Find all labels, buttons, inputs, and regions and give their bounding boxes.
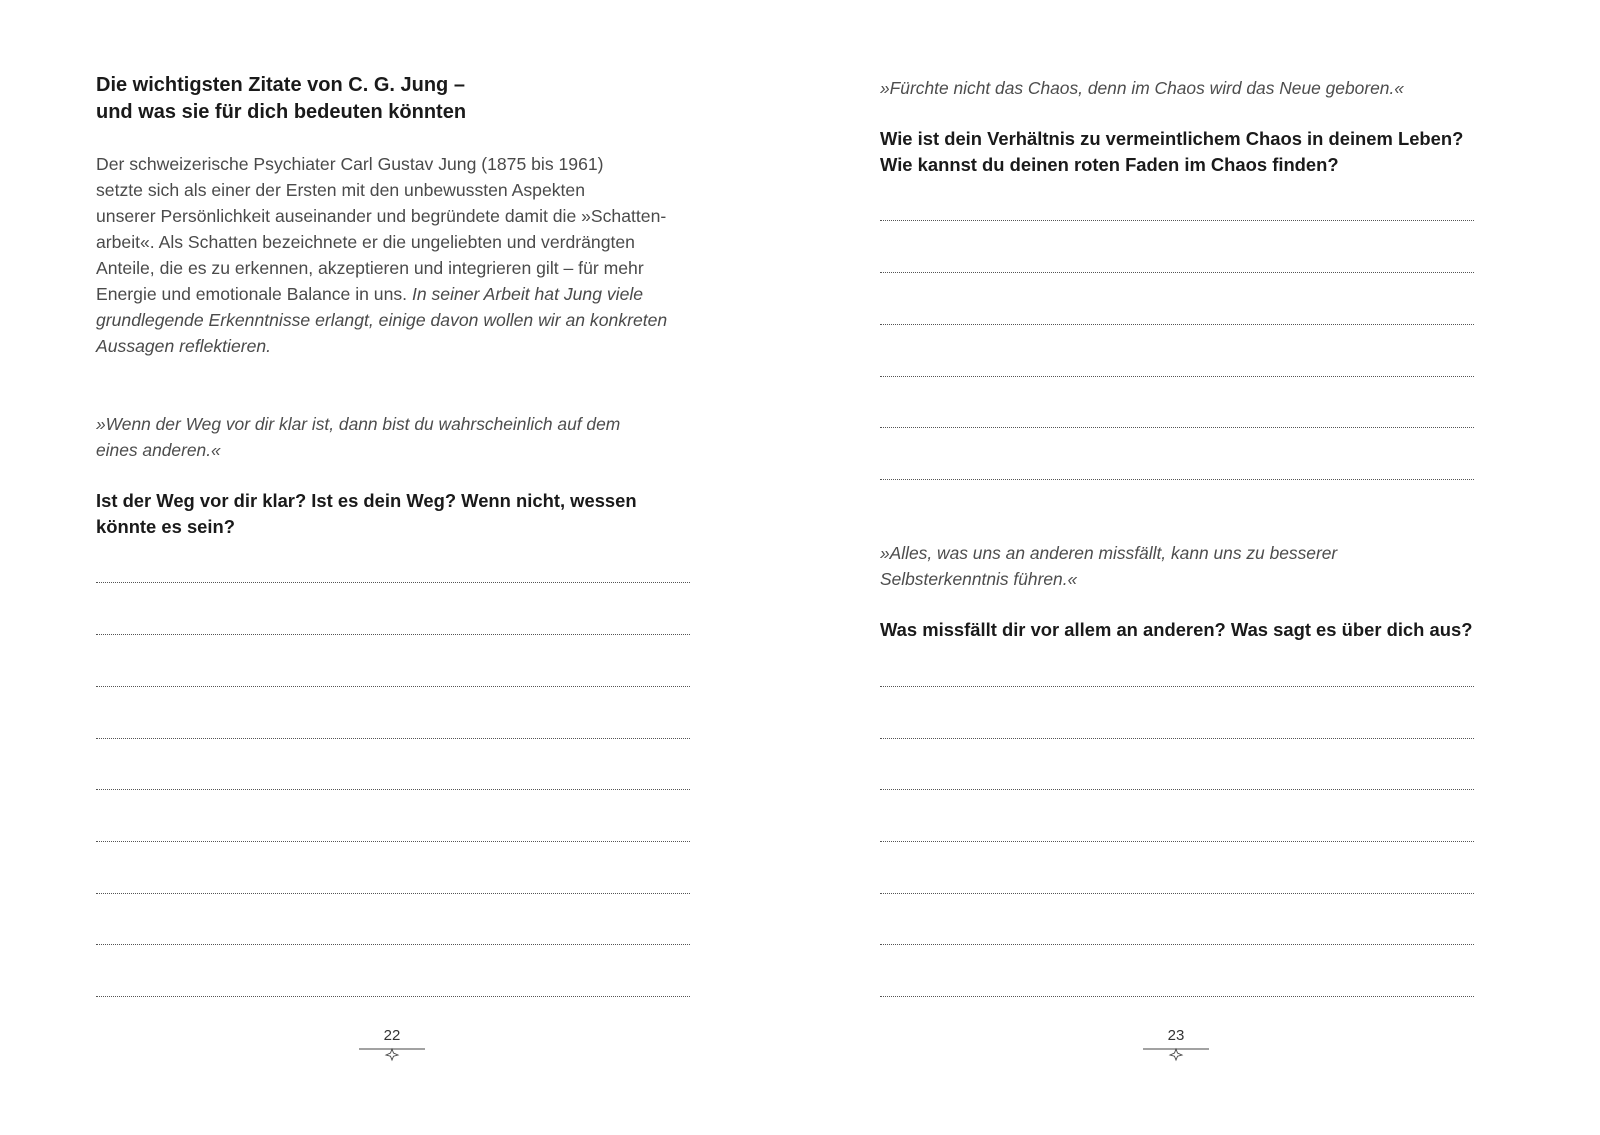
reflection-question (96, 488, 637, 540)
heading-line: Die wichtigsten Zitate von C. G. Jung – (96, 74, 465, 96)
star-divider-icon (359, 1044, 425, 1062)
writing-line[interactable] (96, 686, 690, 687)
reflection-question (880, 617, 1472, 643)
intro-text-italic: grundlegende Erkenntnisse erlangt, einige davon wollen wir an konkreten (96, 310, 668, 330)
quote-line: eines anderen.« (96, 440, 221, 460)
intro-line-italic (96, 333, 696, 359)
jung-quote (880, 540, 1337, 592)
writing-line[interactable] (96, 893, 690, 894)
quote-line: »Alles, was uns an anderen missfällt, kann uns zu besserer (880, 543, 1338, 563)
writing-line[interactable] (96, 841, 690, 842)
writing-line[interactable] (880, 789, 1474, 790)
writing-line[interactable] (96, 789, 690, 790)
intro-paragraph (96, 151, 696, 359)
question-line: Wie kannst du deinen roten Faden im Chaos finden? (880, 154, 1339, 175)
intro-line: unserer Persönlichkeit auseinander und begründete damit die »Schatten- (96, 206, 667, 226)
intro-line: arbeit«. Als Schatten bezeichnete er die ungeliebten und verdrängten (96, 232, 635, 252)
question-line: Was missfällt dir vor allem an anderen? Was sagt es über dich aus? (880, 619, 1473, 640)
quote-line: »Fürchte nicht das Chaos, denn im Chaos wird das Neue geboren.« (880, 78, 1404, 98)
writing-line[interactable] (880, 738, 1474, 739)
intro-line: Der schweizerische Psychiater Carl Gustav Jung (1875 bis 1961) (96, 154, 604, 174)
writing-line[interactable] (96, 996, 690, 997)
right-page (800, 0, 1600, 1135)
jung-quote (880, 75, 1404, 101)
writing-line[interactable] (880, 893, 1474, 894)
intro-line: setzte sich als einer der Ersten mit den unbewussten Aspekten (96, 180, 585, 200)
intro-text-plain: Energie und emotionale Balance in uns. (96, 284, 412, 304)
page-number: 23 (1167, 1027, 1185, 1044)
intro-line-mixed (96, 281, 696, 307)
question-line: könnte es sein? (96, 516, 235, 537)
writing-line[interactable] (880, 996, 1474, 997)
intro-text-italic: Aussagen reflektieren. (96, 336, 272, 356)
writing-line[interactable] (96, 944, 690, 945)
writing-line[interactable] (880, 841, 1474, 842)
writing-line[interactable] (880, 686, 1474, 687)
writing-line[interactable] (96, 582, 690, 583)
star-divider-icon (1143, 1044, 1209, 1062)
intro-line-italic (96, 307, 696, 333)
quote-line: »Wenn der Weg vor dir klar ist, dann bist du wahrscheinlich auf dem (96, 414, 621, 434)
writing-line[interactable] (880, 944, 1474, 945)
quote-line: Selbsterkenntnis führen.« (880, 569, 1078, 589)
heading-line: und was sie für dich bedeuten könnten (96, 101, 467, 123)
writing-line[interactable] (880, 376, 1474, 377)
reflection-question (880, 126, 1463, 178)
intro-line: Anteile, die es zu erkennen, akzeptieren und integrieren gilt – für mehr (96, 258, 644, 278)
writing-line[interactable] (880, 324, 1474, 325)
writing-line[interactable] (880, 479, 1474, 480)
intro-text-italic: In seiner Arbeit hat Jung viele (411, 284, 644, 304)
question-line: Wie ist dein Verhältnis zu vermeintlichem Chaos in deinem Leben? (880, 128, 1464, 149)
writing-line[interactable] (96, 634, 690, 635)
writing-line[interactable] (880, 272, 1474, 273)
question-line: Ist der Weg vor dir klar? Ist es dein Weg? Wenn nicht, wessen (96, 490, 637, 511)
page-heading (96, 72, 616, 126)
page-number: 22 (383, 1027, 401, 1044)
writing-line[interactable] (880, 427, 1474, 428)
jung-quote (96, 411, 620, 463)
writing-line[interactable] (96, 738, 690, 739)
writing-line[interactable] (880, 220, 1474, 221)
